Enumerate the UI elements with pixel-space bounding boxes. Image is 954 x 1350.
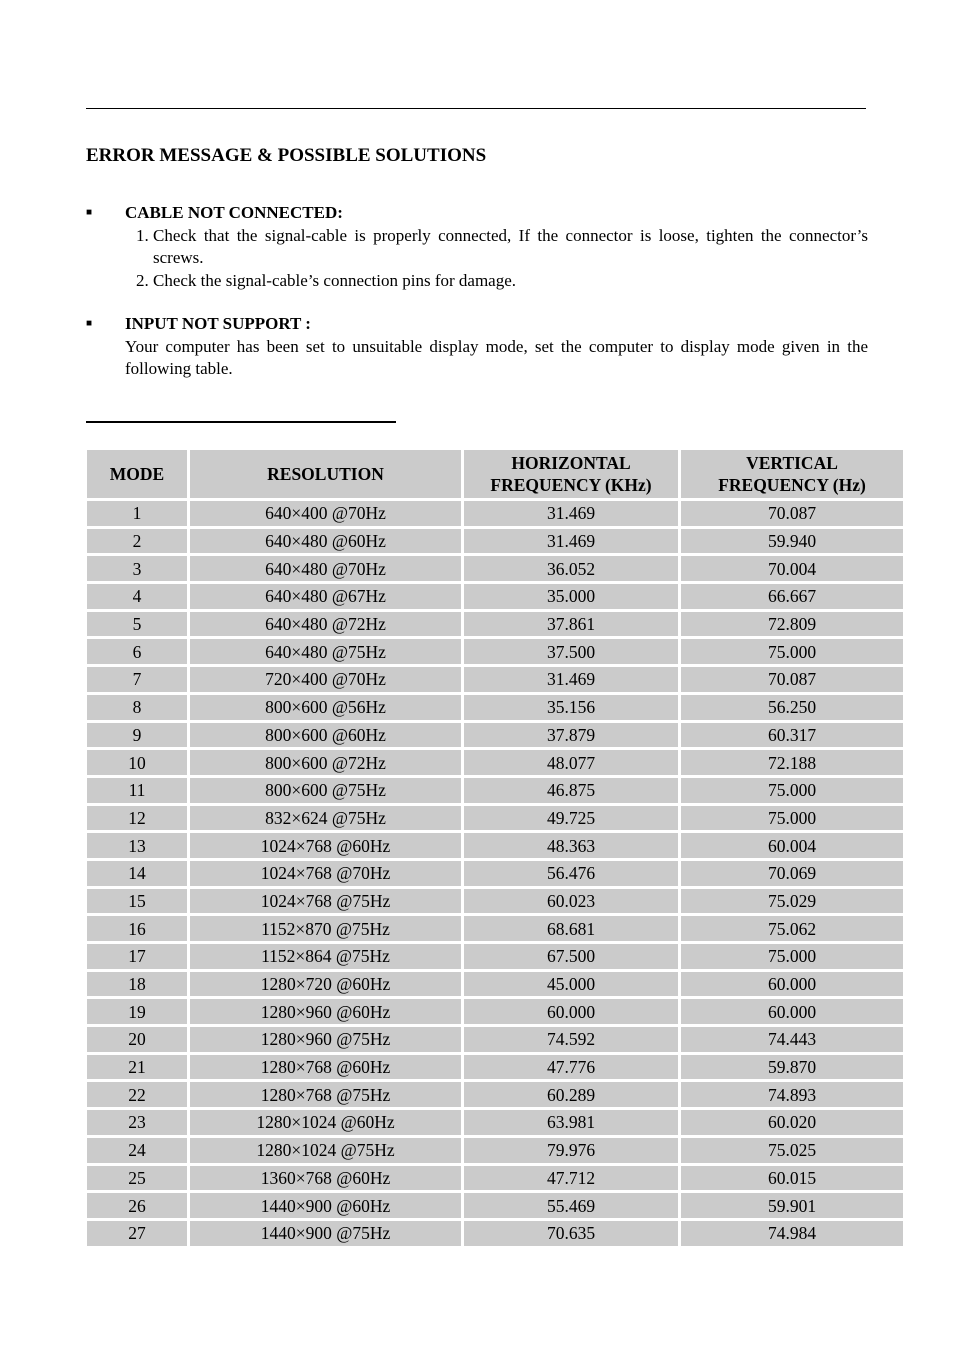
cell-mode: 23 — [87, 1110, 187, 1135]
table-row — [87, 695, 903, 720]
cell-resolution: 1024×768 @70Hz — [190, 861, 461, 886]
cell-vertical: 66.667 — [681, 584, 903, 609]
cell-mode: 26 — [87, 1193, 187, 1218]
cell-horizontal: 36.052 — [464, 556, 678, 581]
bullet-icon: ■ — [86, 207, 93, 218]
cell-mode: 9 — [87, 723, 187, 748]
cell-vertical: 75.000 — [681, 806, 903, 831]
cell-resolution: 1152×864 @75Hz — [190, 944, 461, 969]
table-row — [87, 1138, 903, 1163]
cell-resolution: 800×600 @75Hz — [190, 778, 461, 803]
cell-horizontal: 37.861 — [464, 612, 678, 637]
cell-mode: 11 — [87, 778, 187, 803]
cell-resolution: 640×480 @67Hz — [190, 584, 461, 609]
cell-vertical: 59.870 — [681, 1055, 903, 1080]
cell-horizontal: 37.879 — [464, 723, 678, 748]
cell-horizontal: 31.469 — [464, 667, 678, 692]
cell-vertical: 75.000 — [681, 944, 903, 969]
table-row — [87, 861, 903, 886]
table-row — [87, 750, 903, 775]
table-row — [87, 1110, 903, 1135]
cell-horizontal: 60.023 — [464, 889, 678, 914]
cell-vertical: 74.984 — [681, 1221, 903, 1246]
step: 1. Check that the signal-cable is properly connected, If the connector is loose, tighten the connector’s screws. — [153, 225, 868, 270]
cell-vertical: 75.000 — [681, 639, 903, 664]
cell-horizontal: 48.077 — [464, 750, 678, 775]
header-horizontal: HORIZONTAL FREQUENCY (KHz) — [464, 450, 678, 498]
cell-resolution: 1280×768 @60Hz — [190, 1055, 461, 1080]
cell-mode: 15 — [87, 889, 187, 914]
cell-resolution: 720×400 @70Hz — [190, 667, 461, 692]
table-row — [87, 1027, 903, 1052]
cell-vertical: 70.087 — [681, 501, 903, 526]
input-title: INPUT NOT SUPPORT : — [125, 314, 311, 333]
cell-horizontal: 55.469 — [464, 1193, 678, 1218]
cell-horizontal: 67.500 — [464, 944, 678, 969]
step: 2. Check the signal-cable’s connection pins for damage. — [153, 270, 868, 293]
header-vertical: VERTICAL FREQUENCY (Hz) — [681, 450, 903, 498]
table-row — [87, 501, 903, 526]
cell-resolution: 640×480 @70Hz — [190, 556, 461, 581]
cell-resolution: 800×600 @56Hz — [190, 695, 461, 720]
cell-vertical: 60.015 — [681, 1166, 903, 1191]
cell-resolution: 1280×768 @75Hz — [190, 1082, 461, 1107]
bullet-icon: ■ — [86, 318, 93, 329]
cell-resolution: 1280×1024 @75Hz — [190, 1138, 461, 1163]
cell-horizontal: 63.981 — [464, 1110, 678, 1135]
cell-resolution: 640×480 @60Hz — [190, 529, 461, 554]
cell-vertical: 60.000 — [681, 972, 903, 997]
divider-rule — [86, 421, 396, 423]
table-row — [87, 1055, 903, 1080]
cell-resolution: 1024×768 @75Hz — [190, 889, 461, 914]
cell-mode: 19 — [87, 999, 187, 1024]
cell-vertical: 56.250 — [681, 695, 903, 720]
table-row — [87, 944, 903, 969]
cell-mode: 2 — [87, 529, 187, 554]
cell-horizontal: 47.776 — [464, 1055, 678, 1080]
table-row — [87, 1166, 903, 1191]
cell-resolution: 1280×960 @75Hz — [190, 1027, 461, 1052]
table-row — [87, 612, 903, 637]
cell-vertical: 60.004 — [681, 833, 903, 858]
table-row — [87, 667, 903, 692]
cell-mode: 17 — [87, 944, 187, 969]
cell-resolution: 832×624 @75Hz — [190, 806, 461, 831]
cell-resolution: 640×480 @72Hz — [190, 612, 461, 637]
cell-horizontal: 49.725 — [464, 806, 678, 831]
cable-section — [86, 202, 868, 292]
cell-mode: 6 — [87, 639, 187, 664]
cell-mode: 27 — [87, 1221, 187, 1246]
cell-horizontal: 60.000 — [464, 999, 678, 1024]
cell-mode: 3 — [87, 556, 187, 581]
table-row — [87, 639, 903, 664]
table-row — [87, 972, 903, 997]
cell-vertical: 70.069 — [681, 861, 903, 886]
cell-resolution: 1024×768 @60Hz — [190, 833, 461, 858]
cell-mode: 1 — [87, 501, 187, 526]
cell-vertical: 72.188 — [681, 750, 903, 775]
table-row — [87, 1221, 903, 1246]
cell-vertical: 60.000 — [681, 999, 903, 1024]
cell-mode: 18 — [87, 972, 187, 997]
cell-vertical: 75.000 — [681, 778, 903, 803]
cell-resolution: 1280×1024 @60Hz — [190, 1110, 461, 1135]
cell-resolution: 1360×768 @60Hz — [190, 1166, 461, 1191]
cell-horizontal: 35.000 — [464, 584, 678, 609]
cell-mode: 14 — [87, 861, 187, 886]
cell-resolution: 640×400 @70Hz — [190, 501, 461, 526]
cell-resolution: 800×600 @72Hz — [190, 750, 461, 775]
cell-mode: 24 — [87, 1138, 187, 1163]
cell-mode: 22 — [87, 1082, 187, 1107]
display-mode-table — [84, 447, 906, 1249]
cell-resolution: 1280×720 @60Hz — [190, 972, 461, 997]
cell-horizontal: 48.363 — [464, 833, 678, 858]
cell-vertical: 70.004 — [681, 556, 903, 581]
cell-horizontal: 79.976 — [464, 1138, 678, 1163]
table-row — [87, 1082, 903, 1107]
cell-mode: 21 — [87, 1055, 187, 1080]
cell-resolution: 1440×900 @75Hz — [190, 1221, 461, 1246]
cell-vertical: 70.087 — [681, 667, 903, 692]
cell-vertical: 74.443 — [681, 1027, 903, 1052]
cell-horizontal: 45.000 — [464, 972, 678, 997]
cell-mode: 16 — [87, 916, 187, 941]
cell-mode: 7 — [87, 667, 187, 692]
cell-horizontal: 31.469 — [464, 501, 678, 526]
cell-horizontal: 60.289 — [464, 1082, 678, 1107]
table-row — [87, 916, 903, 941]
input-section — [86, 313, 868, 381]
cell-horizontal: 31.469 — [464, 529, 678, 554]
cell-mode: 4 — [87, 584, 187, 609]
cell-vertical: 75.029 — [681, 889, 903, 914]
cell-vertical: 75.025 — [681, 1138, 903, 1163]
cell-horizontal: 74.592 — [464, 1027, 678, 1052]
cell-resolution: 800×600 @60Hz — [190, 723, 461, 748]
table-row — [87, 806, 903, 831]
table-row — [87, 889, 903, 914]
cell-resolution: 1152×870 @75Hz — [190, 916, 461, 941]
cell-vertical: 75.062 — [681, 916, 903, 941]
cell-horizontal: 35.156 — [464, 695, 678, 720]
cell-mode: 5 — [87, 612, 187, 637]
cell-horizontal: 46.875 — [464, 778, 678, 803]
cell-horizontal: 70.635 — [464, 1221, 678, 1246]
cable-steps — [86, 225, 868, 293]
cell-horizontal: 47.712 — [464, 1166, 678, 1191]
header-resolution: RESOLUTION — [190, 450, 461, 498]
table-row — [87, 833, 903, 858]
header-rule — [86, 108, 866, 109]
cell-mode: 20 — [87, 1027, 187, 1052]
cell-mode: 12 — [87, 806, 187, 831]
cell-resolution: 1280×960 @60Hz — [190, 999, 461, 1024]
cell-mode: 8 — [87, 695, 187, 720]
table-row — [87, 556, 903, 581]
cell-vertical: 59.940 — [681, 529, 903, 554]
cell-vertical: 59.901 — [681, 1193, 903, 1218]
cell-vertical: 74.893 — [681, 1082, 903, 1107]
input-text: Your computer has been set to unsuitable display mode, set the computer to display mode given in the following table. — [125, 336, 868, 378]
table-row — [87, 999, 903, 1024]
cell-mode: 10 — [87, 750, 187, 775]
cell-resolution: 1440×900 @60Hz — [190, 1193, 461, 1218]
header-mode: MODE — [87, 450, 187, 498]
table-row — [87, 584, 903, 609]
cell-vertical: 60.317 — [681, 723, 903, 748]
cable-title: CABLE NOT CONNECTED: — [125, 203, 343, 222]
cell-horizontal: 56.476 — [464, 861, 678, 886]
cell-horizontal: 68.681 — [464, 916, 678, 941]
cell-vertical: 72.809 — [681, 612, 903, 637]
cell-vertical: 60.020 — [681, 1110, 903, 1135]
table-row — [87, 723, 903, 748]
table-row — [87, 529, 903, 554]
table-row — [87, 778, 903, 803]
section-heading: ERROR MESSAGE & POSSIBLE SOLUTIONS — [86, 145, 487, 166]
cell-mode: 13 — [87, 833, 187, 858]
cell-horizontal: 37.500 — [464, 639, 678, 664]
cell-resolution: 640×480 @75Hz — [190, 639, 461, 664]
table-row — [87, 1193, 903, 1218]
cell-mode: 25 — [87, 1166, 187, 1191]
